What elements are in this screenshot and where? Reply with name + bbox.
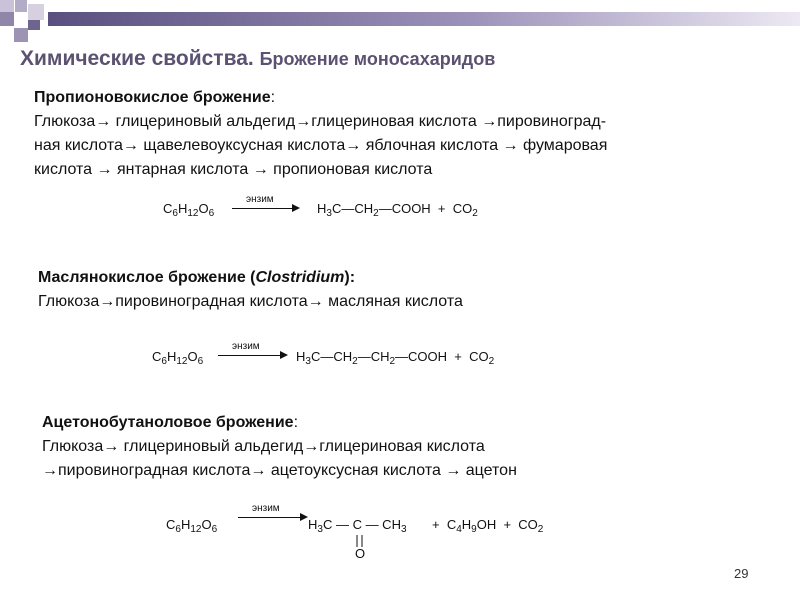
section-line: Глюкоза→ глицериновый альдегид→глицериновая кислота — [42, 438, 485, 455]
equation-products: $H_3C—CH_2—CH_2—COOH + CO_2$ — [296, 349, 495, 367]
section-acetone-butanol — [42, 411, 772, 483]
page-number: 29 — [734, 566, 749, 581]
equation-reactant: $C_6H_{12}O_6$ — [152, 349, 204, 367]
section-propionic — [34, 86, 764, 182]
header-bar — [48, 12, 800, 26]
equation-products: $H_3C—CH_2—COOH + CO_2$ — [317, 201, 478, 219]
equation-reactant: $C_6H_{12}O_6$ — [166, 517, 218, 535]
section-line: Глюкоза→ глицериновый альдегид→глицериновая кислота →пировиноград- — [34, 113, 607, 130]
section-line: →пировиноградная кислота→ ацетоуксусная кислота → ацетон — [42, 462, 517, 479]
section-line: Глюкоза→пировиноградная кислота→ масляная кислота — [38, 293, 463, 310]
arrow-label: энзим — [232, 341, 260, 352]
section-line: ная кислота→ щавелевоуксусная кислота→ яблочная кислота → фумаровая — [34, 137, 608, 154]
arrow-label: энзим — [252, 503, 280, 514]
decor-square — [14, 28, 28, 42]
decor-square — [0, 12, 14, 26]
equation-oxygen: O — [355, 546, 366, 561]
slide-title — [20, 47, 495, 71]
section-line: кислота → янтарная кислота → пропионовая кислота — [34, 161, 433, 178]
decor-square — [15, 0, 27, 12]
equation-reactant: $C_6H_{12}O_6$ — [163, 201, 215, 219]
decor-square — [28, 20, 40, 30]
decor-square — [28, 4, 44, 20]
slide-title-sub: Брожение моносахаридов — [259, 49, 496, 69]
arrow-label: энзим — [246, 194, 274, 205]
slide-title-main: Химические свойства. — [20, 47, 254, 70]
decor-square — [0, 0, 14, 12]
section-heading: Маслянокислое брожение (Clostridium): — [38, 269, 356, 286]
section-butyric — [38, 266, 768, 314]
equation-product-ketone: $H_3C$ — C — $CH_3$ — [308, 517, 407, 535]
equation-products: + $C_4H_9OH + CO_2$ — [432, 517, 544, 535]
section-heading: Ацетонобутаноловое брожение: — [42, 414, 299, 431]
section-heading: Пропионовокислое брожение: — [34, 89, 276, 106]
